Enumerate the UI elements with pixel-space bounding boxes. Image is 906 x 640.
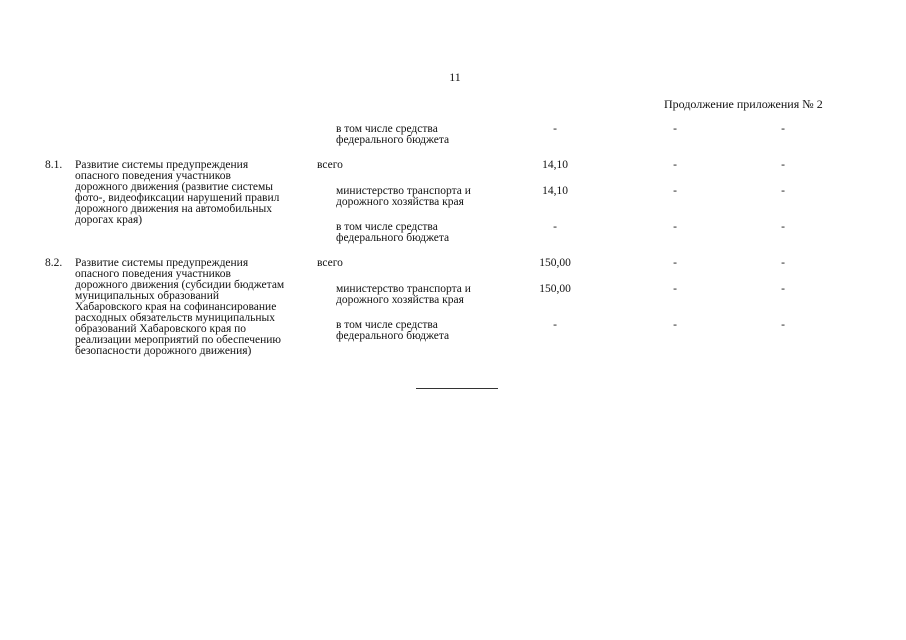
- source-line: министерство транспорта и: [336, 283, 471, 295]
- value-cell: -: [553, 221, 557, 233]
- row-number: 8.2.: [45, 257, 63, 269]
- source-line: дорожного хозяйства края: [336, 196, 464, 208]
- value-cell: 150,00: [539, 283, 571, 295]
- total-label: всего: [317, 257, 343, 269]
- value-cell: -: [781, 257, 785, 269]
- source-line: в том числе средства: [336, 123, 438, 135]
- row-name: [75, 258, 315, 357]
- value-cell: -: [673, 319, 677, 331]
- name-line: дорожного движения (субсидии бюджетам: [75, 279, 285, 291]
- name-line: реализации мероприятий по обеспечению: [75, 334, 282, 346]
- source-line: дорожного хозяйства края: [336, 294, 464, 306]
- source-line: в том числе средства: [336, 221, 438, 233]
- federal-source: [336, 222, 506, 244]
- value-cell: -: [781, 185, 785, 197]
- name-line: муниципальных образований: [75, 290, 220, 302]
- value-cell: -: [781, 123, 785, 135]
- value-cell: -: [781, 283, 785, 295]
- name-line: фото-, видеофиксации нарушений правил: [75, 192, 280, 204]
- value-cell: -: [553, 319, 557, 331]
- value-cell: 14,10: [542, 185, 568, 197]
- name-line: Развитие системы предупреждения: [75, 159, 249, 171]
- source-line: в том числе средства: [336, 319, 438, 331]
- name-line: дорожного движения на автомобильных: [75, 203, 272, 215]
- source-line: федерального бюджета: [336, 232, 450, 244]
- page-number: 11: [449, 70, 461, 84]
- source-line: федерального бюджета: [336, 134, 450, 146]
- top-federal-source: [336, 124, 506, 146]
- ministry-source: [336, 186, 506, 208]
- value-cell: -: [781, 319, 785, 331]
- row-number: 8.1.: [45, 159, 63, 171]
- total-label: всего: [317, 159, 343, 171]
- name-line: образований Хабаровского края по: [75, 323, 247, 335]
- source-line: министерство транспорта и: [336, 185, 471, 197]
- value-cell: -: [673, 257, 677, 269]
- value-cell: 14,10: [542, 159, 568, 171]
- value-cell: -: [673, 221, 677, 233]
- name-line: опасного поведения участников: [75, 170, 231, 182]
- row-name: [75, 160, 315, 226]
- name-line: дорогах края): [75, 214, 143, 226]
- name-line: дорожного движения (развитие системы: [75, 181, 273, 193]
- value-cell: 150,00: [539, 257, 571, 269]
- name-line: Развитие системы предупреждения: [75, 257, 249, 269]
- name-line: Хабаровского края на софинансирование: [75, 301, 277, 313]
- name-line: безопасности дорожного движения): [75, 345, 252, 357]
- value-cell: -: [673, 283, 677, 295]
- value-cell: -: [553, 123, 557, 135]
- end-rule: [416, 388, 498, 389]
- value-cell: -: [781, 159, 785, 171]
- name-line: опасного поведения участников: [75, 268, 231, 280]
- source-line: федерального бюджета: [336, 330, 450, 342]
- value-cell: -: [673, 159, 677, 171]
- value-cell: -: [673, 185, 677, 197]
- name-line: расходных обязательств муниципальных: [75, 312, 276, 324]
- value-cell: -: [673, 123, 677, 135]
- value-cell: -: [781, 221, 785, 233]
- federal-source: [336, 320, 506, 342]
- ministry-source: [336, 284, 506, 306]
- continuation-caption: Продолжение приложения № 2: [664, 97, 823, 111]
